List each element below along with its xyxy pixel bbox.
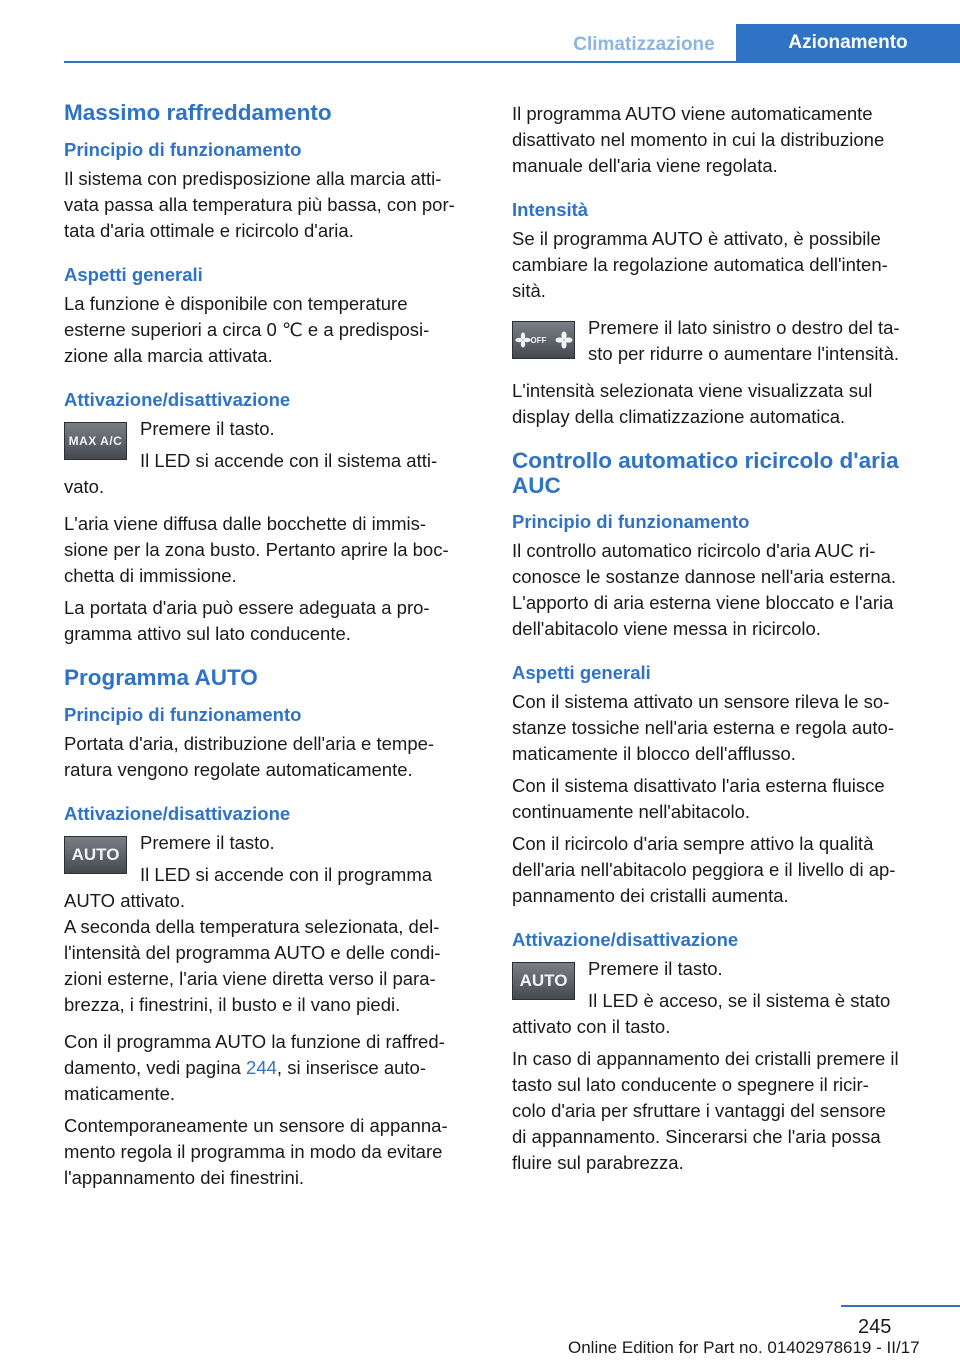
auc-button-icon: AUTO	[512, 962, 575, 1000]
paragraph-air-vents: L'aria viene diffusa dalle bocchette di immis- sione per la zona busto. Pertanto aprire la boc- chetta di immissione.	[64, 513, 449, 586]
subheading-principle: Principio di funzionamento	[64, 139, 302, 160]
subheading-auto-principle: Principio di funzionamento	[64, 704, 302, 725]
paragraph-auc-general-1: Con il sistema attivato un sensore rileva le so- stanze tossiche nell'aria esterna e regola auto- maticamente il blocco dell'afflusso.	[512, 691, 894, 764]
paragraph-fog-sensor: Contemporaneamente un sensore di appanna- mento regola il programma in modo da evitare l'appannamento dei finestrini.	[64, 1115, 448, 1188]
fan-off-label: OFF	[530, 335, 547, 345]
edition-footer: Online Edition for Part no. 01402978619 - II/17	[568, 1338, 920, 1357]
paragraph-intensity: Se il programma AUTO è attivato, è possibile cambiare la regolazione automatica dell'inten- sità.	[512, 228, 888, 301]
heading-auc: Controllo automatico ricircolo d'aria AUC	[512, 448, 899, 498]
paragraph-max-general: La funzione è disponibile con temperature esterne superiori a circa 0 ℃ e a predisposi- zione alla marcia attivata.	[64, 293, 430, 366]
paragraph-auto-depending: A seconda della temperatura selezionata, del- l'intensità del programma AUTO e delle condi- zioni esterne, l'aria viene diretta verso il para- brezza, i finestrini, il busto e il vano piedi.	[64, 916, 441, 1015]
right-column: Il programma AUTO viene automaticamente disattivato nel momento in cui la distribuzione manuale dell'aria viene regolata. Intensità Se il programma AUTO è attivato, è possibile cambiare la regolazione automatica dell'inten- sità. OFF Premere il lato sinistro o destro del ta- sto per ridurre o aumentare l'intensità. L'intensità selezionata viene visualizzata sul display della climatizzazione automatica. Controllo automatico ricircolo d'aria AUC Principio di funzionamento Il controllo automatico ricircolo d'aria AUC ri- conosce le sostanze dannose nell'aria esterna. L'apporto di aria esterna viene bloccato e l'aria dell'abitacolo viene messa in ricircolo. Aspetti generali Con il sistema attivato un sensore rileva le so- stanze tossiche nell'aria esterna e regola auto- maticamente il blocco dell'afflusso. Con il sistema disattivato l'aria esterna fluisce continuamente nell'abitacolo. Con il ricircolo d'aria sempre attivo la qualità dell'aria nell'abitacolo peggiora e il livello di ap- pannamento dei cristalli aumenta. Attivazione/disattivazione AUTO Premere il tasto. Il LED è acceso, se il sistema è stato attivato con il tasto. In caso di appannamento dei cristalli premere il tasto sul lato conducente o spegnere il ricir- colo d'aria per sfruttare i vantaggi del sensore di appannamento. Sincerarsi che l'aria possa fluire sul parabrezza.	[512, 101, 926, 1176]
subheading-auc-principle: Principio di funzionamento	[512, 511, 750, 532]
auc-instruction: AUTO Premere il tasto. Il LED è acceso, se il sistema è stato	[512, 956, 926, 1014]
header-active-tab: Azionamento	[736, 24, 960, 62]
page-link-244[interactable]: 244	[246, 1057, 277, 1078]
paragraph-intensity-display: L'intensità selezionata viene visualizzata sul display della climatizzazione automatica.	[512, 380, 873, 427]
paragraph-auc-fog: In caso di appannamento dei cristalli premere il tasto sul lato conducente o spegnere il ricir- colo d'aria per sfruttare i vantaggi del sensore di appannamento. Sincerarsi che l'aria possa fluire sul parabrezza.	[512, 1048, 899, 1173]
paragraph-auc-principle: Il controllo automatico ricircolo d'aria AUC ri- conosce le sostanze dannose nell'aria esterna. L'apporto di aria esterna viene bloccato e l'aria dell'abitacolo viene messa in ricircolo.	[512, 540, 897, 639]
subheading-auc-general: Aspetti generali	[512, 662, 651, 683]
paragraph-auc-general-2: Con il sistema disattivato l'aria esterna fluisce continuamente nell'abitacolo.	[512, 775, 885, 822]
paragraph-auto-off: Il programma AUTO viene automaticamente disattivato nel momento in cui la distribuzione manuale dell'aria viene regolata.	[512, 103, 885, 176]
auto-button-icon: AUTO	[64, 836, 127, 874]
heading-max-cooling: Massimo raffreddamento	[64, 100, 332, 125]
left-column: Massimo raffreddamento Principio di funzionamento Il sistema con predisposizione alla marcia atti- vata passa alla temperatura più bassa, con por- tata d'aria ottimale e ricircolo d'aria. Aspetti generali La funzione è disponibile con temperature esterne superiori a circa 0 ℃ e a predisposi- zione alla marcia attivata. Attivazione/disattivazione MAX A/C Premere il tasto. Il LED si accende con il sistema atti- vato. L'aria viene diffusa dalle bocchette di immis- sione per la zona busto. Pertanto aprire la boc- chetta di immissione. La portata d'aria può essere adeguata a pro- gramma attivo sul lato conducente. Programma AUTO Principio di funzionamento Portata d'aria, distribuzione dell'aria e tempe- ratura vengono regolate automaticamente. Attivazione/disattivazione AUTO Premere il tasto. Il LED si accende con il programma AUTO attivato. A seconda della temperatura selezionata, del- l'intensità del programma AUTO e delle condi- zioni esterne, l'aria viene diretta verso il para- brezza, i finestrini, il busto e il vano piedi. Con il programma AUTO la funzione di raffred- damento, vedi pagina 244, si inserisce auto- maticamente. Contemporaneamente un sensore di appanna- mento regola il programma in modo da evitare l'appannamento dei finestrini.	[64, 100, 478, 1191]
paragraph-auto-cooling: Con il programma AUTO la funzione di raffred- damento, vedi pagina 244, si inserisce auto- maticamente.	[64, 1031, 445, 1104]
fan-large-icon	[555, 331, 573, 349]
paragraph-auto-principle: Portata d'aria, distribuzione dell'aria e tempe- ratura vengono regolate automaticamente.	[64, 733, 435, 780]
subheading-auto-onoff: Attivazione/disattivazione	[64, 803, 291, 824]
fan-instruction: OFF Premere il lato sinistro o destro del ta- sto per ridurre o aumentare l'intensità.	[512, 315, 926, 367]
auto-instruction: AUTO Premere il tasto. Il LED si accende con il programma	[64, 830, 478, 888]
paragraph-flow: La portata d'aria può essere adeguata a pro- gramma attivo sul lato conducente.	[64, 597, 430, 644]
max-ac-button-icon: MAX A/C	[64, 422, 127, 460]
paragraph-auc-general-3: Con il ricircolo d'aria sempre attivo la qualità dell'aria nell'abitacolo peggiora e il livello di ap- pannamento dei cristalli aumenta.	[512, 833, 896, 906]
maxac-instruction: MAX A/C Premere il tasto. Il LED si accende con il sistema atti-	[64, 416, 478, 474]
paragraph-max-principle: Il sistema con predisposizione alla marcia atti- vata passa alla temperatura più bassa, con por- tata d'aria ottimale e ricircolo d'aria.	[64, 168, 455, 241]
subheading-intensity: Intensità	[512, 199, 589, 220]
subheading-auc-onoff: Attivazione/disattivazione	[512, 929, 739, 950]
fan-intensity-button-icon	[512, 321, 575, 359]
subheading-general: Aspetti generali	[64, 264, 203, 285]
subheading-onoff: Attivazione/disattivazione	[64, 389, 291, 410]
header-section-label: Climatizzazione	[573, 33, 715, 55]
fan-small-icon	[515, 332, 531, 348]
page-number: 245	[858, 1316, 892, 1338]
footer-rule	[841, 1305, 960, 1307]
heading-auto-program: Programma AUTO	[64, 665, 258, 690]
